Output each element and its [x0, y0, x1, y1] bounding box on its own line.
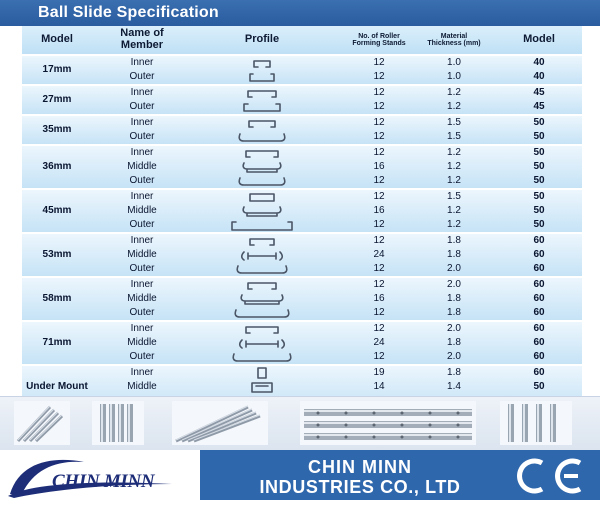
- thickness-cell: 1.0: [447, 71, 461, 82]
- thickness-cell: 1.2: [447, 161, 461, 172]
- table-row: [22, 366, 582, 380]
- table-row: [22, 306, 582, 320]
- thickness-cell: 1.4: [447, 381, 461, 392]
- thickness-cell: 2.0: [447, 263, 461, 274]
- page-title: Ball Slide Specification: [38, 4, 219, 21]
- stands-cell: 12: [373, 117, 385, 128]
- footer: [0, 450, 600, 500]
- stands-cell: 12: [373, 279, 385, 290]
- ball-slide-photo-1: [14, 401, 70, 445]
- member-cell: Inner: [130, 191, 154, 202]
- model-group: [22, 188, 582, 232]
- table-row: [22, 56, 582, 70]
- member-cell: Middle: [127, 205, 157, 216]
- member-cell: Outer: [129, 71, 155, 82]
- stands-cell: 12: [373, 351, 385, 362]
- table-row: [22, 160, 582, 174]
- header-stands: No. of Roller Forming Stands: [352, 32, 406, 47]
- header-member: Name of Member: [120, 27, 164, 51]
- member-cell: Inner: [130, 235, 154, 246]
- table-row: [22, 322, 582, 336]
- thickness-cell: 1.8: [447, 337, 461, 348]
- stands-cell: 16: [373, 205, 385, 216]
- stands-cell: 24: [373, 337, 385, 348]
- model-2-cell: 50: [533, 205, 545, 216]
- model-2-cell: 60: [533, 351, 545, 362]
- model-2-cell: 50: [533, 219, 545, 230]
- member-cell: Outer: [129, 101, 155, 112]
- title-bar: [0, 0, 600, 26]
- profile-outer-58-icon: [222, 307, 302, 319]
- table-row: [22, 130, 582, 144]
- model-2-cell: 45: [533, 87, 545, 98]
- model-group: [22, 54, 582, 84]
- thickness-cell: 2.0: [447, 323, 461, 334]
- model-2-cell: 60: [533, 263, 545, 274]
- model-2-cell: 50: [533, 147, 545, 158]
- model-group: [22, 320, 582, 364]
- table-row: [22, 248, 582, 262]
- stands-cell: 12: [373, 191, 385, 202]
- ball-slide-photo-5: [500, 401, 572, 445]
- table-row: [22, 86, 582, 100]
- company-name-box: [200, 450, 600, 500]
- profile-inner-53-icon: [222, 235, 302, 247]
- stands-cell: 12: [373, 57, 385, 68]
- profile-middle-71-icon: [222, 337, 302, 349]
- model-2-cell: 60: [533, 235, 545, 246]
- model-group: [22, 84, 582, 114]
- thickness-cell: 1.2: [447, 101, 461, 112]
- thickness-cell: 2.0: [447, 279, 461, 290]
- model-2-cell: 60: [533, 337, 545, 348]
- profile-inner-45-icon: [222, 191, 302, 203]
- thickness-cell: 1.2: [447, 205, 461, 216]
- table-row: [22, 350, 582, 364]
- model-2-cell: 40: [533, 57, 545, 68]
- model-cell: 35mm: [42, 123, 72, 135]
- table-row: [22, 70, 582, 84]
- model-2-cell: 50: [533, 131, 545, 142]
- profile-inner-27-icon: [222, 87, 302, 99]
- member-cell: Inner: [130, 367, 154, 378]
- profile-middle-undermount-icon: [222, 381, 302, 393]
- member-cell: Outer: [129, 263, 155, 274]
- model-2-cell: 50: [533, 161, 545, 172]
- stands-cell: 12: [373, 131, 385, 142]
- header-model-2: Model: [523, 33, 555, 46]
- model-group: [22, 276, 582, 320]
- thickness-cell: 1.2: [447, 147, 461, 158]
- stands-cell: 12: [373, 175, 385, 186]
- thickness-cell: 1.2: [447, 87, 461, 98]
- model-2-cell: 60: [533, 323, 545, 334]
- model-2-cell: 60: [533, 249, 545, 260]
- member-cell: Middle: [127, 337, 157, 348]
- thickness-cell: 2.0: [447, 351, 461, 362]
- thickness-cell: 1.5: [447, 117, 461, 128]
- table-row: [22, 380, 582, 394]
- model-cell: 71mm: [42, 336, 72, 348]
- thickness-cell: 1.0: [447, 57, 461, 68]
- thickness-cell: 1.8: [447, 293, 461, 304]
- profile-inner-17-icon: [222, 57, 302, 69]
- member-cell: Outer: [129, 307, 155, 318]
- table-row: [22, 204, 582, 218]
- table-row: [22, 174, 582, 188]
- profile-outer-17-icon: [222, 71, 302, 83]
- table-row: [22, 218, 582, 232]
- header-model: Model: [41, 33, 73, 46]
- stands-cell: 12: [373, 147, 385, 158]
- member-cell: Middle: [127, 293, 157, 304]
- model-2-cell: 50: [533, 191, 545, 202]
- spec-table: [22, 26, 582, 396]
- thickness-cell: 1.2: [447, 219, 461, 230]
- stands-cell: 24: [373, 249, 385, 260]
- stands-cell: 12: [373, 219, 385, 230]
- company-name-line-1: CHIN MINN: [308, 457, 412, 477]
- stands-cell: 19: [373, 367, 385, 378]
- member-cell: Outer: [129, 219, 155, 230]
- model-cell: 36mm: [42, 160, 72, 172]
- header-thickness: Material Thickness (mm): [427, 32, 481, 47]
- ball-slide-photo-3: [172, 401, 268, 445]
- member-cell: Inner: [130, 323, 154, 334]
- member-cell: Outer: [129, 351, 155, 362]
- model-2-cell: 40: [533, 71, 545, 82]
- header-profile: Profile: [244, 33, 280, 46]
- thickness-cell: 1.8: [447, 249, 461, 260]
- company-logo: [0, 450, 200, 500]
- model-2-cell: 50: [533, 175, 545, 186]
- member-cell: Middle: [127, 161, 157, 172]
- stands-cell: 12: [373, 101, 385, 112]
- profile-outer-71-icon: [222, 351, 302, 363]
- model-cell: 58mm: [42, 292, 72, 304]
- profile-outer-53-icon: [222, 263, 302, 275]
- thickness-cell: 1.5: [447, 191, 461, 202]
- model-2-cell: 45: [533, 101, 545, 112]
- stands-cell: 12: [373, 71, 385, 82]
- table-row: [22, 234, 582, 248]
- table-row: [22, 190, 582, 204]
- member-cell: Inner: [130, 87, 154, 98]
- profile-outer-45-icon: [222, 219, 302, 231]
- profile-middle-36-icon: [222, 161, 302, 173]
- profile-outer-35-icon: [222, 131, 302, 143]
- model-2-cell: 60: [533, 367, 545, 378]
- table-header: [22, 26, 582, 54]
- model-group: [22, 144, 582, 188]
- thickness-cell: 1.2: [447, 175, 461, 186]
- table-row: [22, 146, 582, 160]
- stands-cell: 16: [373, 161, 385, 172]
- table-row: [22, 116, 582, 130]
- stands-cell: 12: [373, 323, 385, 334]
- member-cell: Inner: [130, 279, 154, 290]
- stands-cell: 12: [373, 263, 385, 274]
- member-cell: Outer: [129, 175, 155, 186]
- stands-cell: 12: [373, 307, 385, 318]
- stands-cell: 14: [373, 381, 385, 392]
- member-cell: Middle: [127, 249, 157, 260]
- member-cell: Inner: [130, 57, 154, 68]
- table-row: [22, 100, 582, 114]
- model-2-cell: 60: [533, 293, 545, 304]
- model-cell: 53mm: [42, 248, 72, 260]
- table-row: [22, 292, 582, 306]
- profile-middle-58-icon: [222, 293, 302, 305]
- profile-inner-35-icon: [222, 117, 302, 129]
- profile-outer-36-icon: [222, 175, 302, 187]
- thickness-cell: 1.8: [447, 235, 461, 246]
- model-group: [22, 114, 582, 144]
- model-2-cell: 50: [533, 117, 545, 128]
- profile-inner-71-icon: [222, 323, 302, 335]
- model-2-cell: 50: [533, 381, 545, 392]
- member-cell: Middle: [127, 381, 157, 392]
- model-2-cell: 60: [533, 279, 545, 290]
- table-row: [22, 278, 582, 292]
- profile-middle-45-icon: [222, 205, 302, 217]
- member-cell: Inner: [130, 117, 154, 128]
- profile-outer-27-icon: [222, 101, 302, 113]
- profile-middle-53-icon: [222, 249, 302, 261]
- profile-inner-undermount-icon: [222, 367, 302, 379]
- logo-text: CHIN MINN: [52, 471, 155, 492]
- table-row: [22, 336, 582, 350]
- company-name-line-2: INDUSTRIES CO., LTD: [259, 477, 461, 497]
- model-cell: 45mm: [42, 204, 72, 216]
- profile-inner-36-icon: [222, 147, 302, 159]
- ball-slide-photo-2: [92, 401, 144, 445]
- product-photo-strip: [0, 396, 600, 451]
- model-cell: Under Mount: [26, 380, 88, 392]
- stands-cell: 12: [373, 87, 385, 98]
- stands-cell: 12: [373, 235, 385, 246]
- member-cell: Outer: [129, 131, 155, 142]
- model-group: [22, 232, 582, 276]
- thickness-cell: 1.5: [447, 131, 461, 142]
- profile-inner-58-icon: [222, 279, 302, 291]
- ball-slide-photo-4: [300, 401, 476, 445]
- model-cell: 27mm: [42, 93, 72, 105]
- ce-mark-icon: [508, 457, 586, 500]
- member-cell: Inner: [130, 147, 154, 158]
- stands-cell: 16: [373, 293, 385, 304]
- thickness-cell: 1.8: [447, 307, 461, 318]
- model-2-cell: 60: [533, 307, 545, 318]
- model-cell: 17mm: [42, 63, 72, 75]
- table-row: [22, 262, 582, 276]
- thickness-cell: 1.8: [447, 367, 461, 378]
